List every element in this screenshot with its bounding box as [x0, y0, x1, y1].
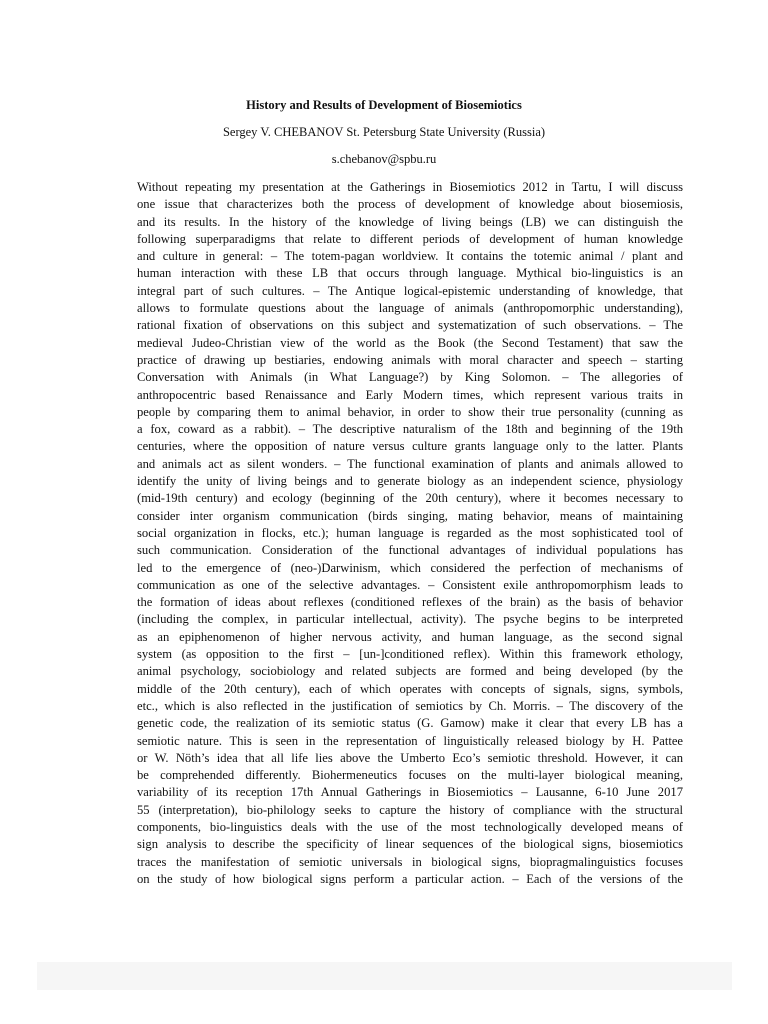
text-line: middle of the 20th century), each of which operates with concepts of signals, signs, symbols,: [137, 681, 683, 696]
text-line: people by comparing them to animal behavior, in order to show their true personality (cunning as: [137, 404, 683, 419]
text-line: such communication. Consideration of the functional advantages of individual populations has: [137, 543, 683, 558]
text-line: semiotic nature. This is seen in the representation of linguistically released biology by H. Pattee: [137, 733, 683, 748]
text-line: practice of drawing up bestiaries, endowing animals with moral character and speech – starting: [137, 352, 683, 367]
text-line: integral part of such cultures. – The Antique logical-epistemic understanding of knowledge, that: [137, 283, 683, 298]
page-footer-bar: [37, 962, 732, 990]
text-line: and culture in general: – The totem-pagan worldview. It contains the totemic animal / plant and: [137, 249, 683, 264]
text-line: be comprehended differently. Biohermeneutics focuses on the multi-layer biological meaning,: [137, 768, 683, 783]
text-line: or W. Nöth’s idea that all life lies above the Umberto Eco’s semiotic threshold. However, it can: [137, 750, 683, 765]
document-title: History and Results of Development of Biosemiotics: [246, 98, 522, 112]
text-line: the formation of ideas about reflexes (conditioned reflexes of the brain) as the basis of behavior: [137, 595, 683, 610]
text-line: (mid-19th century) and ecology (beginning of the 20th century), where it becomes necessary to: [137, 491, 683, 506]
text-line: allows to formulate questions about the language of animals (anthropomorphic understanding),: [137, 301, 683, 316]
text-line: variability of its reception 17th Annual Gatherings in Biosemiotics – Lausanne, 6-10 June 2017: [137, 785, 683, 800]
text-line: human interaction with these LB that occurs through language. Mythical bio-linguistics is an: [137, 266, 683, 281]
text-line: social organization in flocks, etc.); human language is regarded as the most sophisticated tool of: [137, 525, 683, 540]
text-line: Conversation with Animals (in What Language?) by King Solomon. – The allegories of: [137, 370, 683, 385]
text-line: and its results. In the history of the knowledge of living beings (LB) we can distinguish the: [137, 214, 683, 229]
text-line: etc., which is also reflected in the justification of semiotics by Ch. Morris. – The discovery of the: [137, 698, 683, 713]
text-line: and animals act as silent wonders. – The functional examination of plants and animals allowed to: [137, 456, 683, 471]
text-line: identify the unity of living beings and to generate biology as an independent science, physiology: [137, 474, 683, 489]
text-line: one issue that characterizes both the process of development of knowledge about biosemiosis,: [137, 197, 683, 212]
text-line: components, bio-linguistics deals with the use of the most technologically developed means of: [137, 819, 683, 834]
text-line: anthropocentric based Renaissance and Early Modern times, which represent various traits in: [137, 387, 683, 402]
author-email: s.chebanov@spbu.ru: [331, 152, 437, 166]
text-line: centuries, where the opposition of nature versus culture grants language only to the latter. Plants: [137, 439, 683, 454]
text-line: (including the complex, in particular intellectual, activity). The psyche begins to be interpreted: [137, 612, 683, 627]
abstract-body: [137, 179, 683, 888]
text-line: traces the manifestation of semiotic universals in biological signs, biopragmalinguistics focuses: [137, 854, 683, 869]
author-byline: Sergey V. CHEBANOV St. Petersburg State University (Russia): [222, 125, 546, 139]
text-line: 55 (interpretation), bio-philology seeks to capture the history of compliance with the structural: [137, 802, 683, 817]
text-line: on the study of how biological signs perform a particular action. – Each of the versions of the: [137, 871, 683, 886]
text-line: sign analysis to describe the specificity of linear sequences of the biological signs, biosemiotics: [137, 837, 683, 852]
text-line: as an epiphenomenon of higher nervous activity, and human language, as the second signal: [137, 629, 683, 644]
text-line: rational fixation of observations on this subject and systematization of such observations. – The: [137, 318, 683, 333]
text-line: consider inter organism communication (birds singing, mating behavior, means of maintaining: [137, 508, 683, 523]
text-line: animal psychology, sociobiology and related subjects are formed and being developed (by the: [137, 664, 683, 679]
text-line: medieval Judeo-Christian view of the world as the Book (the Second Testament) that saw the: [137, 335, 683, 350]
text-line: genetic code, the realization of its semiotic status (G. Gamow) make it clear that every LB has a: [137, 716, 683, 731]
text-line: system (as opposition to the first – [un-]conditioned reflex). Within this framework ethology,: [137, 647, 683, 662]
text-line: Without repeating my presentation at the Gatherings in Biosemiotics 2012 in Tartu, I will discuss: [137, 180, 683, 194]
text-line: communication as one of the selective advantages. – Consistent exile anthropomorphism leads to: [137, 577, 683, 592]
text-line: following superparadigms that relate to different periods of development of human knowledge: [137, 231, 683, 246]
text-line: a fox, coward as a rabbit). – The descriptive naturalism of the 18th and beginning of the 19th: [137, 422, 683, 437]
text-line: led to the emergence of (neo-)Darwinism, which considered the perfection of mechanisms of: [137, 560, 683, 575]
